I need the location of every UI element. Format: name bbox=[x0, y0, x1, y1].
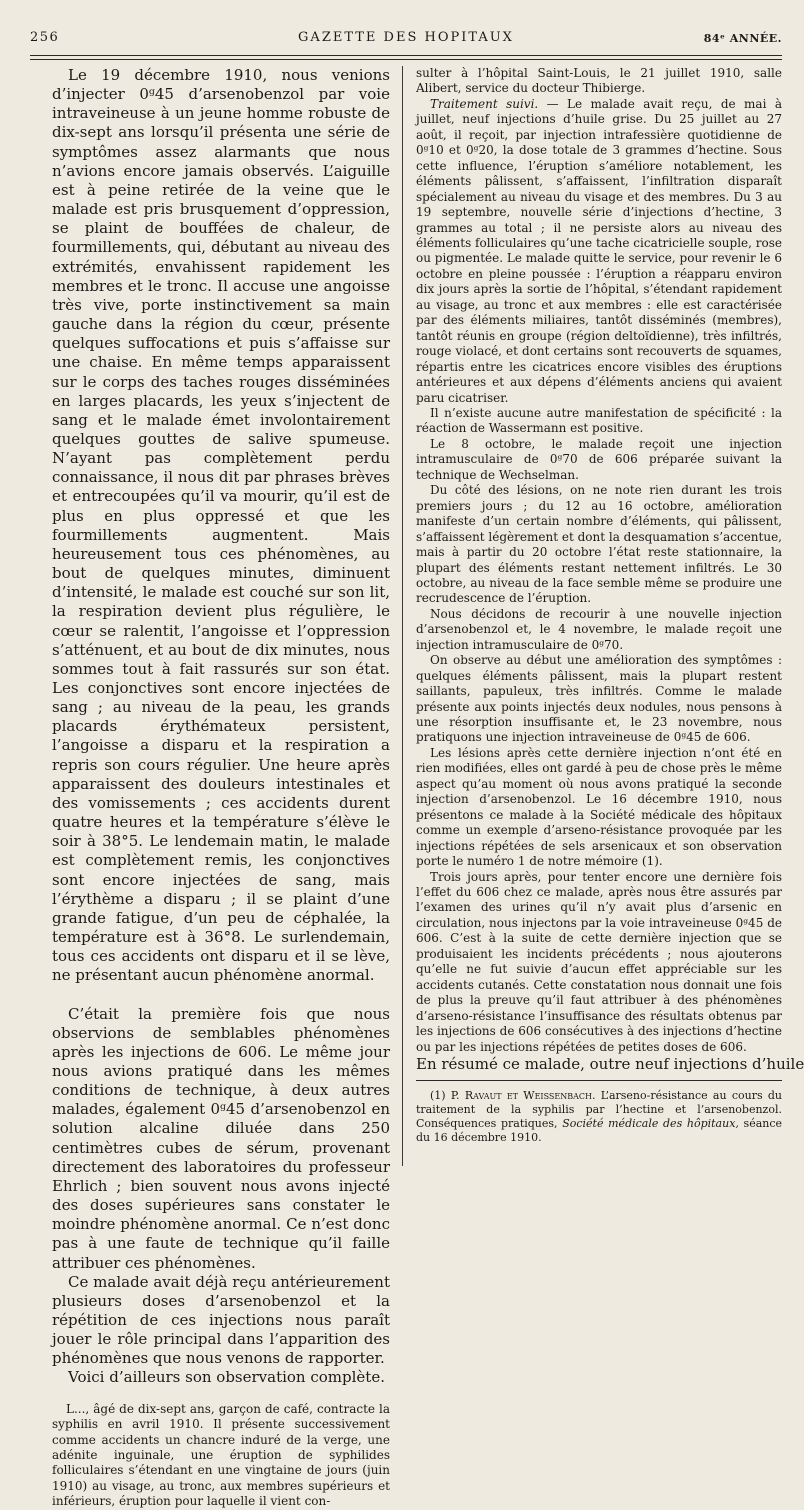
footnote-marker: (1) P. bbox=[430, 1089, 460, 1102]
footnote-date: séance du 16 décembre 1910. bbox=[416, 1117, 783, 1144]
paragraph-patient-history: L..., âgé de dix-sept ans, garçon de café, contracte la syphilis en avril 1910. Il présente successivement comme accidents un chancre induré de la verge, une adénite inguinale, une éruption de syphilides folliculaires s’étendant en une vingtaine de jours (juin 1910) au visage, au tronc, aux membres supérieurs et inférieurs, éruption pour laquelle il vient con- bbox=[52, 1401, 390, 1509]
footnote-journal: Société médicale des hôpitaux, bbox=[562, 1117, 739, 1130]
paragraph-case-onset: Le 19 décembre 1910, nous venions d’injecter 0ᵍ45 d’arsenobenzol par voie intraveineuse à un jeune homme robuste de dix-sept ans lorsqu’il présenta une série de symptômes assez alarmants que nous n’avions encore jamais observés. L’aiguille est à peine retirée de la veine que le malade est pris brusquement d’oppression, se plaint de bouffées de chaleur, de fourmillements, qui, débutant au niveau des extrémités, envahissent rapidement les membres et le tronc. Il accuse une angoisse très vive, porte instinctivement sa main gauche dans la région du cœur, présente quelques suffocations et puis s’affaisse sur une chaise. En même temps apparaissent sur le corps des taches rouges disséminées en larges placards, les yeux s’injectent de sang et le malade émet involontairement quelques gouttes de salive spumeuse. N’ayant pas complètement perdu connaissance, il nous dit par phrases brèves et entrecoupées qu’il va mourir, qu’il est de plus en plus oppressé et que les fourmillements augmentent. Mais heureusement tous ces phénomènes, au bout de quelques minutes, diminuent d’intensité, le malade est couché sur son lit, la respiration devient plus régulière, le cœur se ralentit, l’angoisse et l’oppression s’atténuent, et au bout de dix minutes, nous sommes tout à fait rassurés sur son état. Les conjonctives sont encore injectées de sang ; au niveau de la peau, les grands placards érythémateux persistent, l’angoisse a disparu et la respiration a repris son cours régulier. Une heure après apparaissent des douleurs intestinales et des vomissements ; ces accidents durent quatre heures et la température s’élève le soir à 38°5. Le lendemain matin, le malade est complètement remis, les conjonctives sont encore injectées de sang, mais l’érythème a disparu ; il se plaint d’une grande fatigue, d’un peu de céphalée, la température est à 36°8. Le surlendemain, tous ces accidents ont disparu et il se lève, ne présentant aucun phénomène anormal. bbox=[52, 66, 390, 985]
paragraph-october-8: Le 8 octobre, le malade reçoit une injection intramusculaire de 0ᵍ70 de 606 préparée suivant la technique de Wechselman. bbox=[416, 436, 782, 482]
page-number: 256 bbox=[30, 30, 60, 45]
page-header bbox=[30, 28, 782, 50]
summary-line: En résumé ce malade, outre neuf injections d’huile bbox=[416, 1055, 804, 1073]
paragraph-improvement: On observe au début une amélioration des symptômes : quelques éléments pâlissent, mais la plupart restent saillants, papuleux, très infiltrés. Comme le malade présente aux points injectés deux nodules, nous pensons à une résorption insuffisante et, le 23 novembre, nous pratiquons une injection intraveineuse de 0ᵍ45 de 606. bbox=[416, 653, 782, 745]
paragraph-treatment bbox=[416, 97, 782, 406]
paragraph-consultation: sulter à l’hôpital Saint-Louis, le 21 juillet 1910, salle Alibert, service du docteur Thibierge. bbox=[416, 66, 782, 96]
treatment-text: — Le malade avait reçu, de mai à juillet, neuf injections d’huile grise. Du 25 juillet au 27 août, il reçoit, par injection intrafessière quotidienne de 0ᵍ10 et 0ᵍ20, la dose totale de 3 grammes d’hectine. Sous cette influence, l’éruption s’améliore notablement, les éléments pâlissent, s’affaissent, l’infiltration disparaît spécialement au niveau du visage et des membres. Du 3 au 19 septembre, nouvelle série d’injections d’hectine, 3 grammes au total ; il ne persiste alors au niveau des éléments folliculaires qu’une tache cicatricielle souple, rose ou pigmentée. Le malade quitte le service, pour revenir le 6 octobre en pleine poussée : l’éruption a réapparu environ dix jours après la sortie de l’hôpital, s’étendant rapidement au visage, au tronc et aux membres : elle est caractérisée par des éléments miliaires, tantôt disséminés (membres), tantôt réunis en groupe (région deltoïdienne), très infiltrés, rouge violacé, et dont certains sont recouverts de squames, répartis entre les cicatrices encore visibles des éruptions antérieures et aux dépens d’éléments anciens qui avaient paru cicatriser. bbox=[416, 96, 782, 405]
left-column bbox=[52, 66, 390, 1509]
treatment-label: Traitement suivi. bbox=[430, 96, 539, 111]
right-column bbox=[416, 66, 804, 1176]
paragraph-specificity: Il n’existe aucune autre manifestation de spécificité : la réaction de Wassermann est positive. bbox=[416, 405, 782, 436]
paragraph-three-days-later: Trois jours après, pour tenter encore une dernière fois l’effet du 606 chez ce malade, après nous être assurés par l’examen des urines qu’il n’y avait plus d’arsenic en circulation, nous injectons par la voie intraveineuse 0ᵍ45 de 606. C’est à la suite de cette dernière injection que se produisaient les incidents précédents ; nous ajouterons qu’elle ne fut suivie d’aucun effet appréciable sur les accidents cutanés. Cette constatation nous donnait une fois de plus la preuve qu’il faut attribuer à des phénomènes d’arseno-résistance l’insuffisance des résultats obtenus par les injections de 606 consécutives à des injections d’hectine ou par les injections répétées de petites doses de 606. bbox=[416, 869, 782, 1054]
header-rule-thick bbox=[30, 55, 782, 56]
paragraph-lesions: Du côté des lésions, on ne note rien durant les trois premiers jours ; du 12 au 16 octobre, amélioration manifeste d’un certain nombre d’éléments, qui pâlissent, s’affaissent légèrement et dont la desquamation s’accentue, mais à partir du 20 octobre l’état reste stationnaire, la plupart des éléments restant nettement infiltrés. Le 30 octobre, au niveau de la face semble même se produire une recrudescence de l’éruption. bbox=[416, 483, 782, 606]
journal-title: GAZETTE DES HOPITAUX bbox=[298, 30, 514, 45]
footnote bbox=[416, 1089, 782, 1145]
paragraph-repeated-injections: Ce malade avait déjà reçu antérieurement plusieurs doses d’arsenobenzol et la répétition de ces injections nous paraît jouer le rôle principal dans l’apparition des phénomènes que nous venons de rapporter. bbox=[52, 1272, 390, 1368]
paragraph-first-observation: C’était la première fois que nous observions de semblables phénomènes après les injections de 606. Le même jour nous avions pratiqué dans les mêmes conditions de technique, à deux autres malades, également 0ᵍ45 d’arsenobenzol en solution alcaline diluée dans 250 centimètres cubes de sérum, provenant directement des laboratoires du professeur Ehrlich ; bien souvent nous avons injecté des doses supérieures sans constater le moindre phénomène anormal. Ce n’est donc pas à une faute de technique qu’il faille attribuer ces phénomènes. bbox=[52, 1004, 390, 1272]
paragraph-observation-intro: Voici d’ailleurs son observation complète. bbox=[68, 1368, 385, 1387]
volume-year: 84ᵉ ANNÉE. bbox=[703, 32, 782, 45]
column-divider bbox=[402, 66, 403, 1166]
footnote-authors: Ravaut et Weissenbach. bbox=[464, 1089, 596, 1102]
paragraph-lesions-unchanged: Les lésions après cette dernière injection n’ont été en rien modifiées, elles ont gardé à peu de chose près le même aspect qu’au moment où nous avons pratiqué la seconde injection d’arsenobenzol. Le 16 décembre 1910, nous présentons ce malade à la Société médicale des hôpitaux comme un exemple d’arseno-résistance provoquée par les injections répétées de sels arsenicaux et son observation porte le numéro 1 de notre mémoire (1). bbox=[416, 745, 782, 869]
header-rule-thin bbox=[30, 59, 782, 60]
footnote-rule bbox=[416, 1080, 782, 1081]
paragraph-new-injection: Nous décidons de recourir à une nouvelle injection d’arsenobenzol et, le 4 novembre, le malade reçoit une injection intramusculaire de 0ᵍ70. bbox=[416, 606, 782, 652]
footnote-text: L’arseno-résistance au cours du traitement de la syphilis par l’hectine et l’arsenobenzol. Conséquences pratiques, bbox=[416, 1089, 783, 1130]
